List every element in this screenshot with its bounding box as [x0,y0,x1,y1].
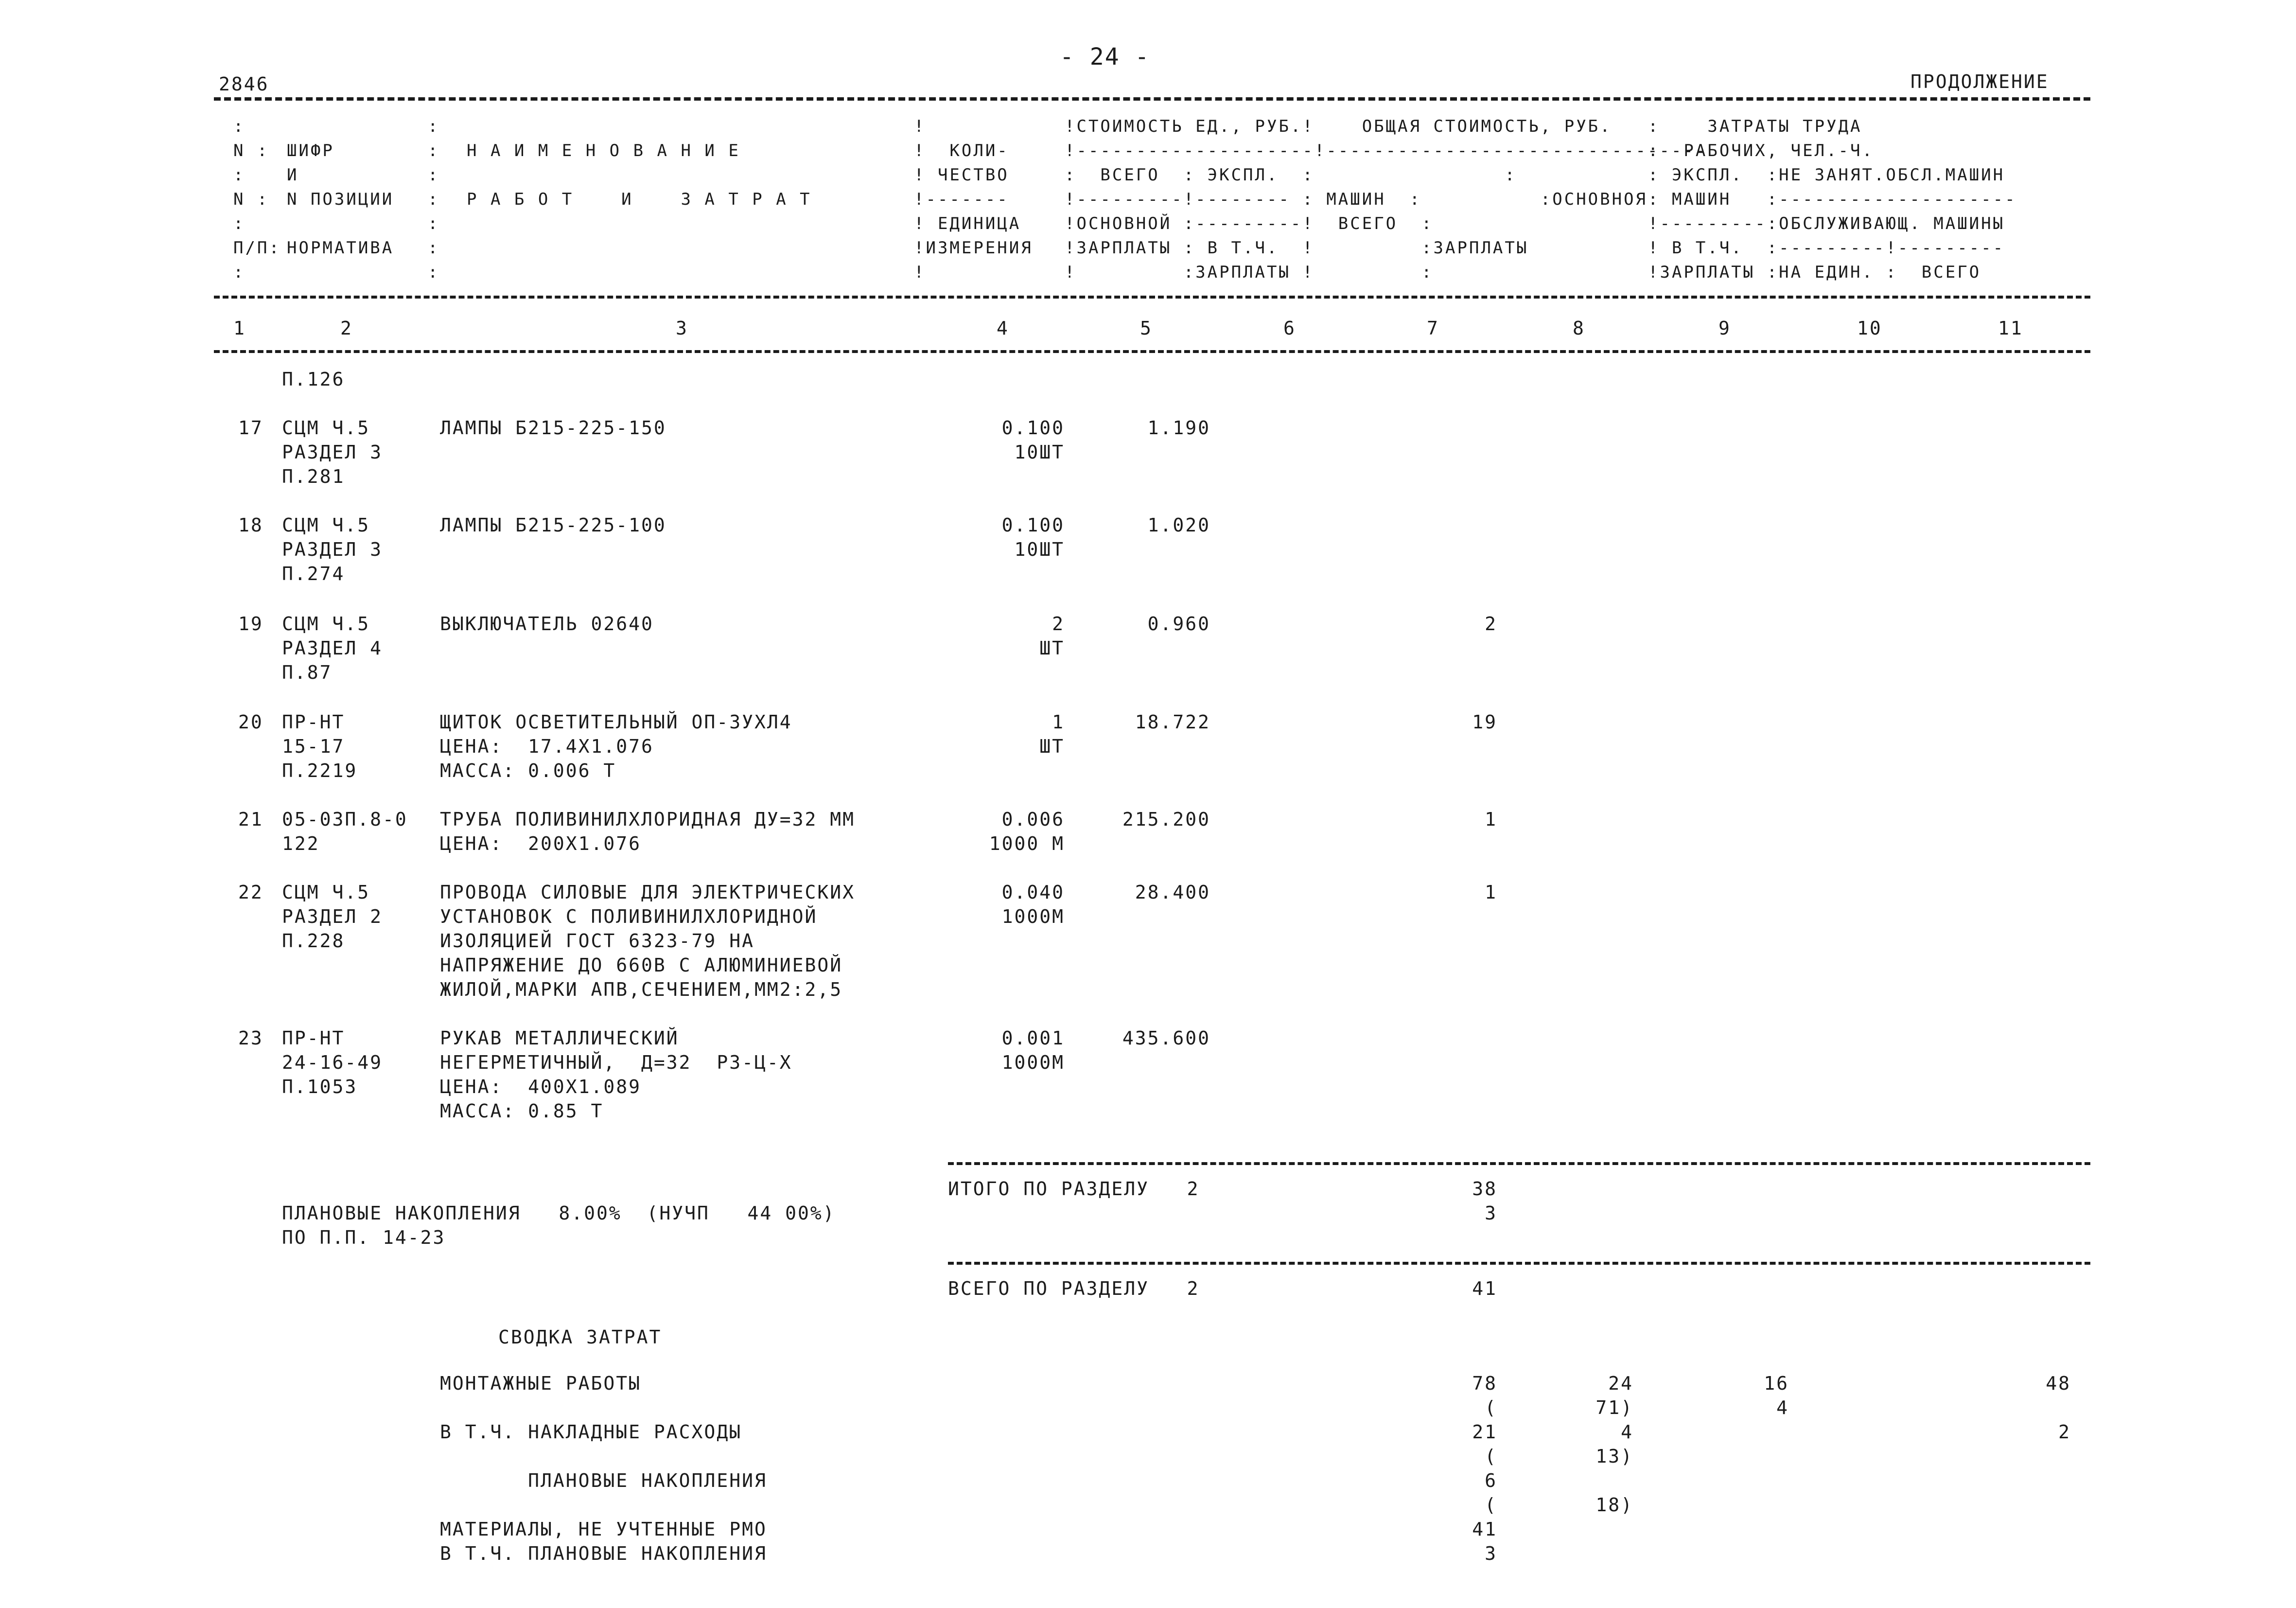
row-number: 19 [238,613,263,635]
column-number-rule [214,350,2090,353]
row-code: СЦМ Ч.5 РАЗДЕЛ 2 П.228 [282,882,383,952]
row-total: 2 [1485,613,1497,635]
row-total: 19 [1472,711,1497,733]
row-number: 22 [238,882,263,903]
row-name: ТРУБА ПОЛИВИНИЛХЛОРИДНАЯ ДУ=32 ММ ЦЕНА: 200Х1.076 [440,809,855,854]
row-quantity: 0.100 10ШТ [1001,514,1065,560]
row-total: 1 [1485,882,1497,903]
row-name: РУКАВ МЕТАЛЛИЧЕСКИЙ НЕГЕРМЕТИЧНЫЙ, Д=32 Р3-Ц-Х ЦЕНА: 400Х1.089 МАССА: 0.85 Т [440,1027,792,1122]
planned-savings-value: 3 [1485,1202,1497,1224]
row-quantity: 0.006 1000 М [989,809,1065,854]
column-number: 9 [1718,318,1731,339]
row-code: ПР-НТ 24-16-49 П.1053 [282,1027,383,1097]
row-number: 23 [238,1027,263,1049]
cost-summary-labor-column: 48 2 [2046,1373,2071,1443]
header-top-rule [214,97,2090,101]
planned-savings-label: ПЛАНОВЫЕ НАКОПЛЕНИЯ 8.00% (НУЧП 44 00%) ПО П.П. 14-23 [282,1202,836,1248]
row-unit-cost: 215.200 [1122,809,1210,830]
column-number: 2 [340,318,353,339]
header-costs: !СТОИМОСТЬ ЕД., РУБ.! ОБЩАЯ СТОИМОСТЬ, РУБ. !--------------------!-------------------------------- : ВСЕГО : ЭКСПЛ. : : !---------!-------- : МАШИН : :ОСНОВНОЯ !ОСНОВНОЙ :---------! ВСЕГО : !ЗАРПЛАТЫ : В Т.Ч. ! :ЗАРПЛАТЫ ! :ЗАРПЛАТЫ ! : [1065,117,1707,282]
column-number: 8 [1573,318,1585,339]
cost-summary-labels: МОНТАЖНЫЕ РАБОТЫ В Т.Ч. НАКЛАДНЫЕ РАСХОДЫ ПЛАНОВЫЕ НАКОПЛЕНИЯ МАТЕРИАЛЫ, НЕ УЧТЕННЫЕ РМО В Т.Ч. ПЛАНОВЫЕ НАКОПЛЕНИЯ [440,1373,767,1564]
row-number: 17 [238,417,263,439]
cost-summary-total-column: 78 ( 21 ( 6 ( 41 3 [1472,1373,1497,1564]
row-unit-cost: 28.400 [1135,882,1210,903]
page-number: - 24 - [1060,43,1150,71]
document-code: 2846 [219,73,269,95]
header-name: Н А И М Е Н О В А Н И Е Р А Б О Т И З А Т Р А Т [467,141,812,209]
column-number: 11 [1998,318,2023,339]
continuation-label: ПРОДОЛЖЕНИЕ [1910,71,2049,92]
row-name: ПРОВОДА СИЛОВЫЕ ДЛЯ ЭЛЕКТРИЧЕСКИХ УСТАНОВОК С ПОЛИВИНИЛХЛОРИДНОЙ ИЗОЛЯЦИЕЙ ГОСТ 6323-79 НА НАПРЯЖЕНИЕ ДО 660В С АЛЮМИНИЕВОЙ ЖИЛОЙ,МАРКИ АПВ,СЕЧЕНИЕМ,ММ2:2,5 [440,882,855,1000]
row-unit-cost: 0.960 [1147,613,1210,635]
header-row-number: : N : : N : : П/П: : [233,117,281,282]
row-quantity: 1 ШТ [1039,711,1065,757]
row-unit-cost: 1.020 [1147,514,1210,536]
header-quantity: ! ! КОЛИ- ! ЧЕСТВО !------- ! ЕДИНИЦА !ИЗМЕРЕНИЯ ! [914,117,1033,282]
cost-summary-wages-column: 24 71) 4 13) 18) [1595,1373,1633,1516]
row-total: 1 [1485,809,1497,830]
column-number: 5 [1140,318,1153,339]
row-quantity: 2 ШТ [1039,613,1065,659]
header-code: ШИФР И N ПОЗИЦИИ НОРМАТИВА [287,141,394,258]
row-unit-cost: 18.722 [1135,711,1210,733]
header-code-separators: : : : : : : : [428,117,440,282]
lead-reference: П.126 [282,369,345,390]
row-unit-cost: 1.190 [1147,417,1210,439]
row-number: 18 [238,514,263,536]
row-code: СЦМ Ч.5 РАЗДЕЛ 3 П.281 [282,417,383,487]
row-quantity: 0.001 1000М [1001,1027,1065,1073]
column-number: 10 [1857,318,1882,339]
header-rule [214,296,2090,299]
column-number: 4 [997,318,1009,339]
column-number: 1 [233,318,246,339]
row-quantity: 0.100 10ШТ [1001,417,1065,463]
row-code: СЦМ Ч.5 РАЗДЕЛ 4 П.87 [282,613,383,683]
section-grand-total-value: 41 [1472,1278,1497,1299]
row-name: ЛАМПЫ Б215-225-100 [440,514,666,536]
row-code: 05-03П.8-0 122 [282,809,408,854]
row-number: 20 [238,711,263,733]
section-total-value: 38 [1472,1178,1497,1200]
column-number: 3 [676,318,688,339]
row-name: ВЫКЛЮЧАТЕЛЬ 02640 [440,613,654,635]
section-total-label: ИТОГО ПО РАЗДЕЛУ 2 [948,1178,1200,1200]
row-quantity: 0.040 1000М [1001,882,1065,927]
row-number: 21 [238,809,263,830]
cost-summary-machines-column: 16 4 [1764,1373,1789,1418]
cost-summary-title: СВОДКА ЗАТРАТ [498,1326,662,1348]
row-name: ЛАМПЫ Б215-225-150 [440,417,666,439]
column-number: 7 [1427,318,1439,339]
header-labor: : ЗАТРАТЫ ТРУДА : РАБОЧИХ, ЧЕЛ.-Ч. : ЭКСПЛ. :НЕ ЗАНЯТ.ОБСЛ.МАШИН : МАШИН :-------------------- !---------:ОБСЛУЖИВАЮЩ. МАШИНЫ ! В Т.Ч. :---------!--------- !ЗАРПЛАТЫ :НА ЕДИН. : ВСЕГО [1648,117,2017,282]
section-total-rule [948,1162,2090,1165]
column-number: 6 [1283,318,1296,339]
section-grand-total-label: ВСЕГО ПО РАЗДЕЛУ 2 [948,1278,1200,1299]
section-grand-rule [948,1262,2090,1265]
row-code: СЦМ Ч.5 РАЗДЕЛ 3 П.274 [282,514,383,584]
row-code: ПР-НТ 15-17 П.2219 [282,711,358,781]
row-unit-cost: 435.600 [1122,1027,1210,1049]
row-name: ЩИТОК ОСВЕТИТЕЛЬНЫЙ ОП-3УХЛ4 ЦЕНА: 17.4Х1.076 МАССА: 0.006 Т [440,711,792,781]
